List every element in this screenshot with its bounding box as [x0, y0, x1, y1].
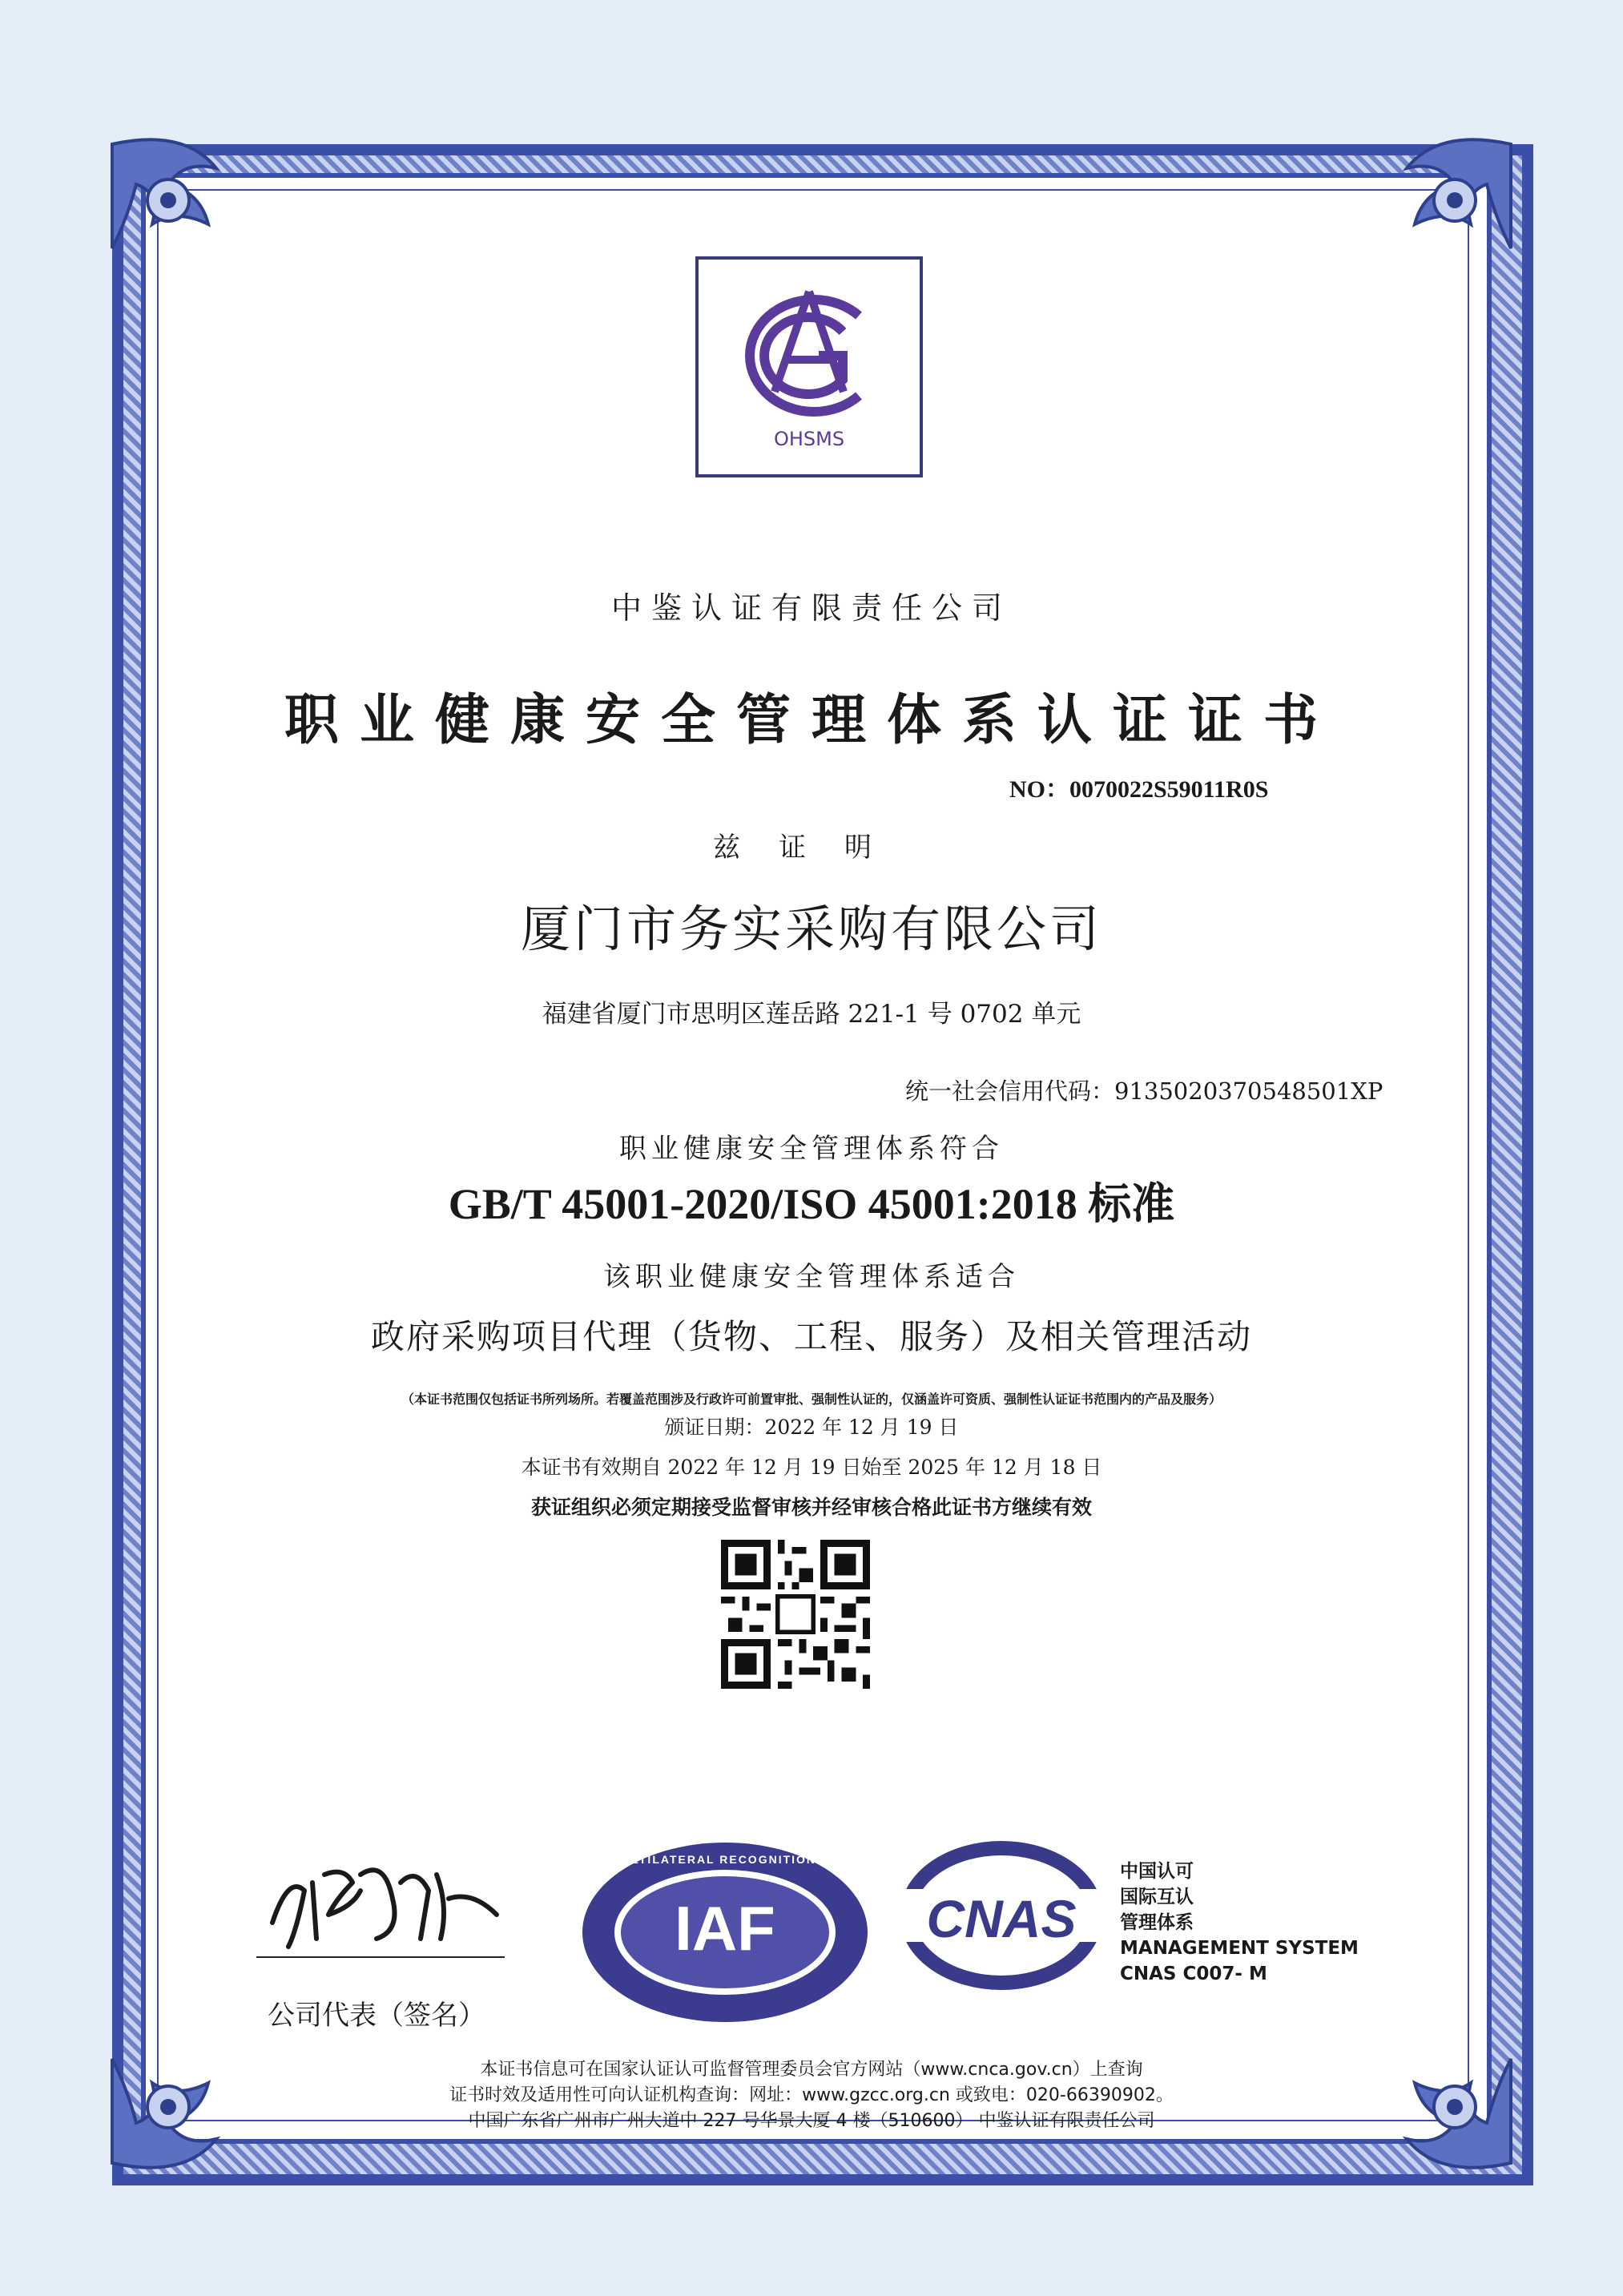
conformity-statement: 职业健康安全管理体系符合: [619, 1133, 1004, 1165]
certificate-title: 职业健康安全管理体系认证证书: [284, 689, 1339, 752]
issuer-name: 中鉴认证有限责任公司: [610, 590, 1012, 626]
cnas-logo: [897, 1839, 1105, 1992]
credit-code: 统一社会信用代码：9135020370548501XP: [905, 1078, 1383, 1105]
certificate-number: NO：0070022S59011R0S: [1009, 776, 1269, 803]
surveillance-notice: 获证组织必须定期接受监督审核并经审核合格此证书方继续有效: [530, 1496, 1092, 1519]
signature-line: [256, 1956, 505, 1958]
iaf-mra-logo: [523, 1836, 927, 2028]
iaf-mark-text: IAF: [675, 1893, 775, 1964]
cnas-line: 中国认可: [1120, 1861, 1194, 1882]
standard-code: GB/T 45001-2020/ISO 45001:2018: [448, 1180, 1077, 1228]
standard-suffix: 标准: [1088, 1178, 1175, 1229]
validity-period: 本证书有效期自 2022 年 12 月 19 日始至 2025 年 12 月 18 日: [521, 1456, 1102, 1479]
cg-logo-icon: [699, 260, 920, 474]
scope-note: （本证书范围仅包括证书所列场所。若覆盖范围涉及行政许可前置审批、强制性认证的，仅涵盖许可资质、强制性认证证书范围内的产品及服务）: [401, 1392, 1222, 1407]
footer-line: 本证书信息可在国家认证认可监督管理委员会官方网站（www.cnca.gov.cn）上查询: [480, 2060, 1143, 2080]
cnas-line: MANAGEMENT SYSTEM: [1120, 1938, 1359, 1959]
corner-ornament-icon: [88, 120, 328, 361]
signature-label: 公司代表（签名）: [268, 2000, 485, 2032]
cnas-line: 国际互认: [1120, 1887, 1194, 1907]
ohsms-logo: [695, 256, 923, 477]
standard-reference: [157, 1170, 1466, 1231]
qr-code-icon[interactable]: [721, 1540, 870, 1689]
corner-ornament-icon: [1295, 120, 1535, 361]
footer-line: 证书时效及适用性可向认证机构查询：网址：www.gzcc.org.cn 或致电：020-66390902。: [449, 2085, 1174, 2105]
company-name: 厦门市务实采购有限公司: [520, 900, 1102, 958]
cnas-line: 管理体系: [1120, 1912, 1194, 1933]
representative-signature: [256, 1827, 513, 1963]
cnas-accreditation-text: [1120, 1859, 1359, 1987]
applicability-statement: 该职业健康安全管理体系适合: [603, 1261, 1020, 1293]
iaf-ring-text: MEMBER OF MULTILATERAL RECOGNITION ARRANGEMENT: [523, 1853, 927, 1866]
cnas-mark-text: CNAS: [926, 1889, 1077, 1948]
ohsms-logo-text: OHSMS: [773, 428, 845, 450]
certification-scope: 政府采购项目代理（货物、工程、服务）及相关管理活动: [370, 1317, 1252, 1356]
footer-line: 中国广东省广州市广州大道中 227 号华景大厦 4 楼（510600） 中鉴认证有限责任公司: [468, 2111, 1155, 2131]
cnas-line: CNAS C007- M: [1120, 1964, 1267, 1984]
hereby-certify-label: 兹证明: [713, 832, 910, 864]
issue-date: 颁证日期：2022 年 12 月 19 日: [664, 1416, 959, 1439]
company-address: 福建省厦门市思明区莲岳路 221-1 号 0702 单元: [542, 1000, 1081, 1029]
